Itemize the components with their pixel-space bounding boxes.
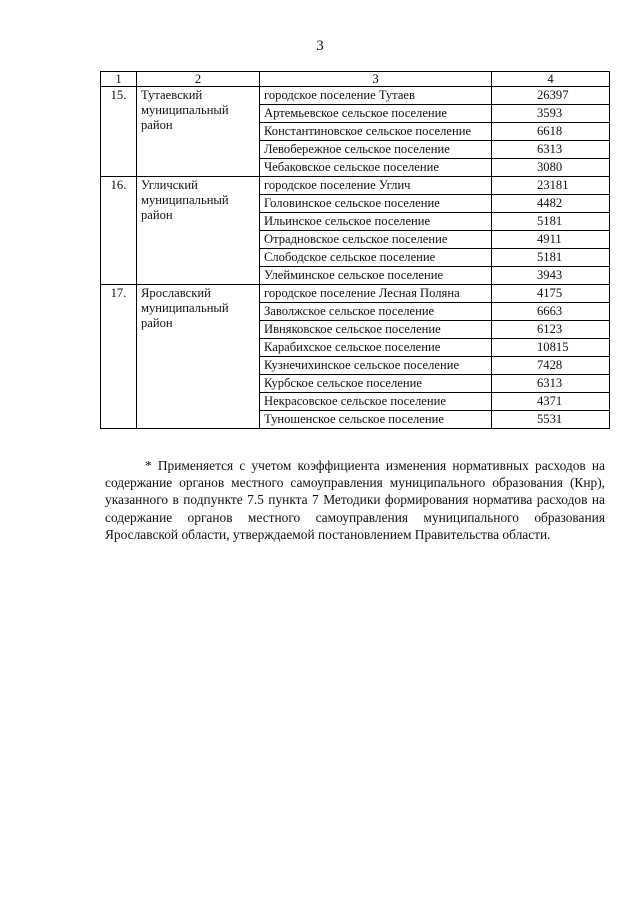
column-header: 3 bbox=[260, 72, 492, 87]
table-row bbox=[101, 285, 610, 303]
settlement-name: Чебаковское сельское поселение bbox=[260, 159, 492, 177]
settlement-name: Заволжское сельское поселение bbox=[260, 303, 492, 321]
settlement-value: 3593 bbox=[492, 105, 610, 123]
settlement-value: 4371 bbox=[492, 393, 610, 411]
settlement-value: 4911 bbox=[492, 231, 610, 249]
settlement-value: 6663 bbox=[492, 303, 610, 321]
footnote: * Применяется с учетом коэффициента изменения нормативных расходов на содержание органов местного самоуправления муниципального образования (Кнр), указанного в подпункте 7.5 пункта 7 Методики формирования норматива расходов на содержание органов местного самоуправления муниципального образования Ярославской области, утверждаемой постановлением Правительства области. bbox=[105, 458, 605, 542]
district-name: Ярославский муниципальный район bbox=[137, 285, 260, 429]
settlement-name: Левобережное сельское поселение bbox=[260, 141, 492, 159]
settlement-value: 5181 bbox=[492, 249, 610, 267]
settlement-value: 4482 bbox=[492, 195, 610, 213]
row-number: 15. bbox=[101, 87, 137, 177]
table-header-row bbox=[101, 72, 610, 87]
settlement-value: 3080 bbox=[492, 159, 610, 177]
settlement-name: Ильинское сельское поселение bbox=[260, 213, 492, 231]
settlement-value: 6123 bbox=[492, 321, 610, 339]
table-body bbox=[101, 87, 610, 429]
settlement-name: Ивняковское сельское поселение bbox=[260, 321, 492, 339]
settlement-name: Константиновское сельское поселение bbox=[260, 123, 492, 141]
settlement-name: Туношенское сельское поселение bbox=[260, 411, 492, 429]
settlement-value: 7428 bbox=[492, 357, 610, 375]
settlement-name: Артемьевское сельское поселение bbox=[260, 105, 492, 123]
settlement-name: городское поселение Лесная Поляна bbox=[260, 285, 492, 303]
settlement-name: Курбское сельское поселение bbox=[260, 375, 492, 393]
settlement-value: 5181 bbox=[492, 213, 610, 231]
settlement-name: Кузнечихинское сельское поселение bbox=[260, 357, 492, 375]
settlement-name: Отрадновское сельское поселение bbox=[260, 231, 492, 249]
settlement-value: 4175 bbox=[492, 285, 610, 303]
row-number: 16. bbox=[101, 177, 137, 285]
settlement-name: Карабихское сельское поселение bbox=[260, 339, 492, 357]
table-row bbox=[101, 177, 610, 195]
table-row bbox=[101, 87, 610, 105]
column-header: 1 bbox=[101, 72, 137, 87]
column-header: 2 bbox=[137, 72, 260, 87]
settlement-value: 6618 bbox=[492, 123, 610, 141]
settlement-name: Слободское сельское поселение bbox=[260, 249, 492, 267]
column-header: 4 bbox=[492, 72, 610, 87]
settlement-value: 26397 bbox=[492, 87, 610, 105]
settlement-name: Некрасовское сельское поселение bbox=[260, 393, 492, 411]
district-name: Угличский муниципальный район bbox=[137, 177, 260, 285]
settlement-name: Головинское сельское поселение bbox=[260, 195, 492, 213]
settlement-value: 6313 bbox=[492, 375, 610, 393]
settlement-name: Улейминское сельское поселение bbox=[260, 267, 492, 285]
settlement-value: 5531 bbox=[492, 411, 610, 429]
page-number: 3 bbox=[316, 38, 324, 54]
settlement-value: 6313 bbox=[492, 141, 610, 159]
row-number: 17. bbox=[101, 285, 137, 429]
settlement-value: 10815 bbox=[492, 339, 610, 357]
settlements-table bbox=[100, 71, 610, 429]
settlement-value: 23181 bbox=[492, 177, 610, 195]
settlement-name: городское поселение Углич bbox=[260, 177, 492, 195]
settlement-value: 3943 bbox=[492, 267, 610, 285]
district-name: Тутаевский муниципальный район bbox=[137, 87, 260, 177]
settlement-name: городское поселение Тутаев bbox=[260, 87, 492, 105]
